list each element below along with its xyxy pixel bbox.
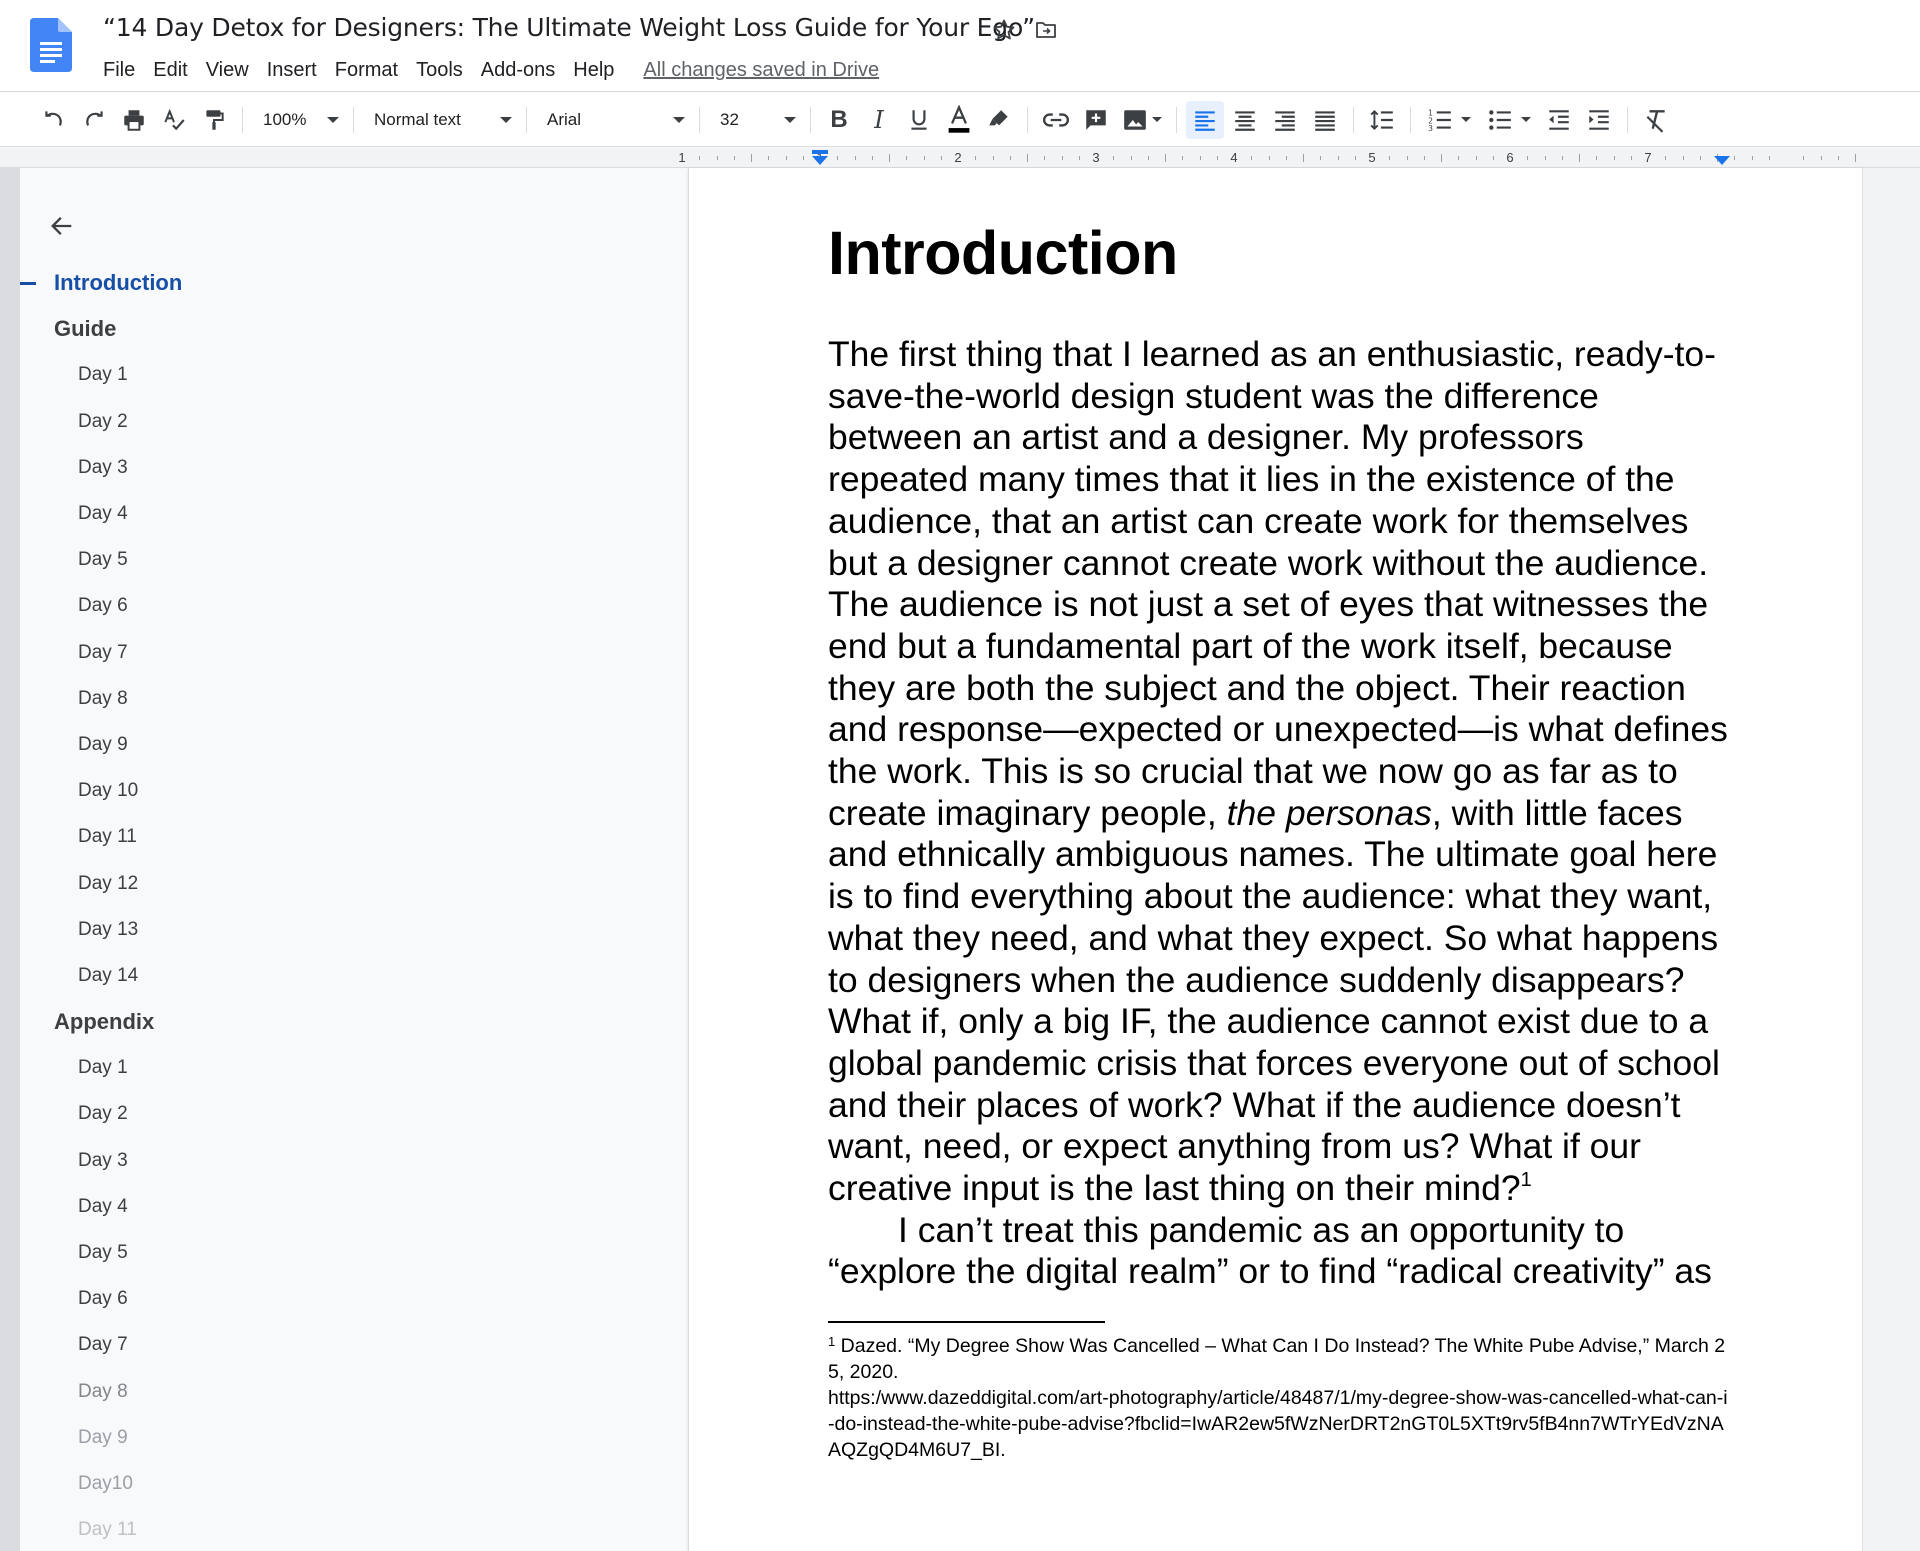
outline-item-label: Day 1 [78,1057,128,1079]
outline-item-appendix[interactable] [20,999,688,1045]
outline-item-label: Day 13 [78,918,139,940]
menu-add-ons[interactable]: Add-ons [480,58,556,81]
bulleted-list-icon[interactable] [1480,101,1538,139]
paragraph-1-text-b: , with little faces and ethnically ambiguous names. The ultimate goal here is to find everything about the audience: what they want, what they need, and what they expect. So what happens to designers when the audience suddenly disappears? What if, only a big IF, the audience cannot exist due to a global pandemic crisis that forces everyone out of school and their places of work? What if the audience doesn’t want, need, or expect anything from us? What if our creative input is the last thing on their mind? [828,792,1720,1209]
outline-item-day-3[interactable] [20,1138,688,1184]
highlight-icon[interactable] [980,101,1018,139]
ruler-tick [1579,154,1580,162]
ruler-label: 1 [678,150,686,165]
ruler-tick [1803,156,1804,160]
redo-icon[interactable] [75,101,113,139]
font-size-value: 32 [720,109,739,129]
ruler-tick [1338,156,1339,160]
outline-item-introduction[interactable] [20,260,688,306]
personas-italic-text: the personas [1226,792,1432,833]
menu-format[interactable]: Format [334,58,399,81]
footnote-separator [828,1321,1105,1323]
docs-logo-icon[interactable] [30,18,72,72]
ruler-tick [1251,156,1252,160]
ruler-tick [803,156,804,160]
outline-item-label: Day 2 [78,1103,128,1125]
ruler-tick [1269,156,1270,160]
outline-item-day-7[interactable] [20,1322,688,1368]
current-heading-indicator [20,282,36,285]
chevron-down-icon [1521,117,1531,122]
outline-item-label: Day 11 [78,826,137,848]
menu-edit[interactable]: Edit [153,58,188,81]
ruler-label: 7 [1644,150,1652,165]
align-right-icon[interactable] [1266,101,1304,139]
ruler-tick [1614,156,1615,160]
ruler-tick [1182,156,1183,160]
outline-item-label: Day 5 [78,549,128,571]
footnote[interactable] [828,1333,1728,1463]
ruler-tick [1493,156,1494,160]
chevron-down-icon [784,117,796,123]
outline-item-day-6[interactable] [20,1276,688,1322]
footnote-reference[interactable]: 1 [1520,1169,1532,1192]
ruler-tick [786,156,787,160]
ruler-label: 3 [1092,150,1100,165]
ruler-tick [1458,156,1459,160]
ruler-tick [1389,156,1390,160]
zoom-value: 100% [263,109,307,129]
move-folder-icon[interactable] [1032,16,1060,44]
outline-item-label: Introduction [54,270,183,296]
ruler-tick [1113,156,1114,160]
ruler-tick [1441,154,1442,162]
outline-item-day-8[interactable] [20,1369,688,1415]
save-status-link[interactable]: All changes saved in Drive [643,58,880,81]
font-family-value: Arial [547,109,582,129]
outline-item-label: Day 6 [78,595,128,617]
outline-item-day-11[interactable] [20,1507,688,1551]
paragraph-1[interactable] [828,334,1728,1210]
footnote-number: 1 [828,1334,836,1349]
outline-item-label: Day 4 [78,503,128,525]
ruler-tick [751,154,752,162]
outline-item-label: Day 9 [78,1426,128,1448]
ruler-tick [1545,156,1546,160]
right-indent-marker[interactable] [1713,150,1731,166]
outline-item-day10[interactable] [20,1461,688,1507]
outline-item-label: Day 12 [78,872,139,894]
ruler-tick [1079,156,1080,160]
document-outline-panel [20,168,688,1551]
ruler-tick [1838,156,1839,160]
ruler-tick [924,156,925,160]
outline-item-day-5[interactable] [20,537,688,583]
outline-list [20,260,688,1551]
underline-icon[interactable] [900,101,938,139]
outline-item-label: Day 6 [78,1288,128,1310]
ruler-tick [1044,156,1045,160]
toolbar-separator [242,107,243,133]
ruler-tick [1062,156,1063,160]
justify-icon[interactable] [1306,101,1344,139]
ruler-tick [1303,154,1304,162]
outline-item-label: Day 7 [78,641,128,663]
outline-item-label: Day 11 [78,1519,137,1541]
document-title[interactable]: “14 Day Detox for Designers: The Ultimate Weight Loss Guide for Your Ego” [103,13,1035,42]
ruler-label: 6 [1506,150,1514,165]
ruler-tick [1734,156,1735,160]
ruler-tick [1355,156,1356,160]
ruler-tick [1665,156,1666,160]
numbered-list-icon[interactable] [1420,101,1478,139]
ruler-label: 5 [1368,150,1376,165]
outline-item-label: Day 8 [78,1380,128,1402]
outline-item-day-13[interactable] [20,907,688,953]
ruler-tick [1631,156,1632,160]
paragraph-2[interactable]: I can’t treat this pandemic as an opportunity to “explore the digital realm” or to find “radical creativity” as [828,1209,1712,1292]
ruler-tick [993,156,994,160]
ruler-tick [699,156,700,160]
left-indent-marker[interactable] [811,150,829,166]
paragraph-1-text-a: The first thing that I learned as an enthusiastic, ready-to-save-the-world design student was the difference between an artist and a designer. My professors repeated many times that it lies in the existence of the audience, that an artist can create work for themselves but a designer cannot create work without the audience. The audience is not just a set of eyes that witnesses the end but a fundamental part of the work itself, because they are both the subject and the object. Their reaction and response—expected or unexpected—is what defines the work. This is so crucial that we now go as far as to create imaginary people, [828,334,1728,833]
toolbar-separator [810,107,811,133]
ruler-tick [1165,154,1166,162]
outline-item-label: Day 3 [78,1149,128,1171]
ruler-tick [768,156,769,160]
footnote-url: https:/www.dazeddigital.com/art-photography/article/48487/1/my-degree-show-was-cancelled-what-can-i-do-instead-the-white-pube-advise?fbclid=IwAR2ew5fWzNerDRT2nGT0L5XTt9rv5fB4nn7WTrYEdVzNAAQZgQD4M6U7_BI. [828,1387,1728,1461]
outline-item-day-4[interactable] [20,1184,688,1230]
increase-indent-icon[interactable] [1580,101,1618,139]
outline-item-day-4[interactable] [20,491,688,537]
star-icon[interactable] [990,16,1018,44]
undo-icon[interactable] [35,101,73,139]
zoom-select[interactable] [251,101,345,139]
ruler-tick [1752,156,1753,160]
ruler-label: 2 [954,150,962,165]
toolbar-separator [353,107,354,133]
italic-glyph: I [874,105,884,134]
outline-item-day-11[interactable] [20,814,688,860]
toolbar-separator [526,107,527,133]
menu-help[interactable]: Help [573,58,615,81]
outline-item-day-10[interactable] [20,768,688,814]
close-outline-back-arrow-icon[interactable] [44,208,80,244]
ruler-tick [1683,156,1684,160]
ruler-tick [1027,154,1028,162]
bold-glyph: B [830,105,848,133]
ruler-tick [1131,156,1132,160]
toolbar-separator [1627,107,1628,133]
text-color-icon[interactable] [940,101,978,139]
outline-item-day-3[interactable] [20,445,688,491]
ruler-tick [1476,156,1477,160]
link-icon[interactable] [1037,101,1075,139]
chevron-down-icon [500,117,512,123]
insert-image-icon[interactable] [1117,101,1167,139]
document-heading[interactable]: Introduction [828,219,1178,287]
outline-item-label: Appendix [54,1009,155,1035]
ruler-tick [1148,156,1149,160]
toolbar-separator [1027,107,1028,133]
outline-item-day-1[interactable] [20,1045,688,1091]
ruler-tick [734,156,735,160]
outline-item-label: Day 14 [78,964,139,986]
ruler-label: 4 [1230,150,1238,165]
line-spacing-icon[interactable] [1363,101,1401,139]
paragraph-style-value: Normal text [374,109,461,129]
ruler-tick [1562,156,1563,160]
outline-item-day-1[interactable] [20,352,688,398]
svg-text:2: 2 [1428,115,1433,125]
outline-item-day-6[interactable] [20,583,688,629]
ruler-tick [1821,156,1822,160]
ruler-tick [1424,156,1425,160]
right-scroll-area[interactable] [1862,168,1920,1551]
bold-icon[interactable] [820,101,858,139]
toolbar-separator [1353,107,1354,133]
align-center-icon[interactable] [1226,101,1264,139]
print-icon[interactable] [115,101,153,139]
paragraph-style-select[interactable] [362,101,518,139]
ruler-tick [906,156,907,160]
ruler-tick [872,156,873,160]
left-gutter [0,168,20,1551]
font-size-select[interactable] [708,101,802,139]
outline-item-day-2[interactable] [20,399,688,445]
ruler-tick [1769,156,1770,160]
outline-item-label: Day 3 [78,456,128,478]
ruler-tick [1217,156,1218,160]
outline-item-day-14[interactable] [20,953,688,999]
outline-item-day-9[interactable] [20,1415,688,1461]
ruler-tick [1527,156,1528,160]
paint-format-icon[interactable] [195,101,233,139]
ruler-tick [837,156,838,160]
menu-tools[interactable]: Tools [416,58,463,81]
outline-item-day-7[interactable] [20,630,688,676]
outline-item-label: Day 8 [78,687,128,709]
ruler-tick [1855,154,1856,162]
outline-item-day-2[interactable] [20,1091,688,1137]
ruler-strip [0,148,1920,168]
ruler-tick [1596,156,1597,160]
title-bar [0,0,1920,92]
svg-text:3: 3 [1428,123,1433,133]
chevron-down-icon [1152,117,1162,122]
outline-item-label: Day 2 [78,410,128,432]
add-comment-icon[interactable] [1077,101,1115,139]
menu-insert[interactable]: Insert [266,58,317,81]
toolbar-separator [1176,107,1177,133]
formatting-toolbar [0,93,1920,147]
ruler-tick [717,156,718,160]
menu-file[interactable]: File [103,58,136,81]
menu-view[interactable]: View [205,58,249,81]
italic-icon[interactable] [860,101,898,139]
outline-item-label: Day10 [78,1472,133,1494]
footnote-text: Dazed. “My Degree Show Was Cancelled – What Can I Do Instead? The White Pube Advise,” March 25, 2020. [828,1335,1726,1383]
spellcheck-icon[interactable] [155,101,193,139]
ruler-tick [1320,156,1321,160]
decrease-indent-icon[interactable] [1540,101,1578,139]
document-page[interactable] [688,168,1863,1551]
ruler-tick [975,156,976,160]
ruler-tick [1200,156,1201,160]
outline-item-label: Guide [54,316,117,342]
menu-bar [94,55,879,85]
page-canvas [688,168,1920,1551]
outline-item-guide[interactable] [20,306,688,352]
font-family-select[interactable] [535,101,691,139]
chevron-down-icon [327,117,339,123]
ruler[interactable] [678,148,1864,168]
align-left-icon[interactable] [1186,101,1224,139]
toolbar-separator [1410,107,1411,133]
ruler-tick [1407,156,1408,160]
outline-item-label: Day 1 [78,364,128,386]
ruler-tick [1286,156,1287,160]
outline-item-day-12[interactable] [20,860,688,906]
chevron-down-icon [1461,117,1471,122]
outline-item-label: Day 5 [78,1242,128,1264]
outline-item-label: Day 7 [78,1334,128,1356]
ruler-tick [1700,156,1701,160]
chevron-down-icon [673,117,685,123]
toolbar-separator [699,107,700,133]
outline-item-day-5[interactable] [20,1230,688,1276]
clear-formatting-icon[interactable] [1637,101,1675,139]
document-body[interactable] [828,334,1728,1293]
ruler-tick [941,156,942,160]
outline-item-day-8[interactable] [20,676,688,722]
outline-item-label: Day 10 [78,780,139,802]
ruler-tick [889,154,890,162]
outline-item-day-9[interactable] [20,722,688,768]
ruler-tick [1010,156,1011,160]
outline-item-label: Day 4 [78,1195,128,1217]
svg-text:1: 1 [1428,108,1433,118]
outline-item-label: Day 9 [78,733,128,755]
ruler-tick [855,156,856,160]
